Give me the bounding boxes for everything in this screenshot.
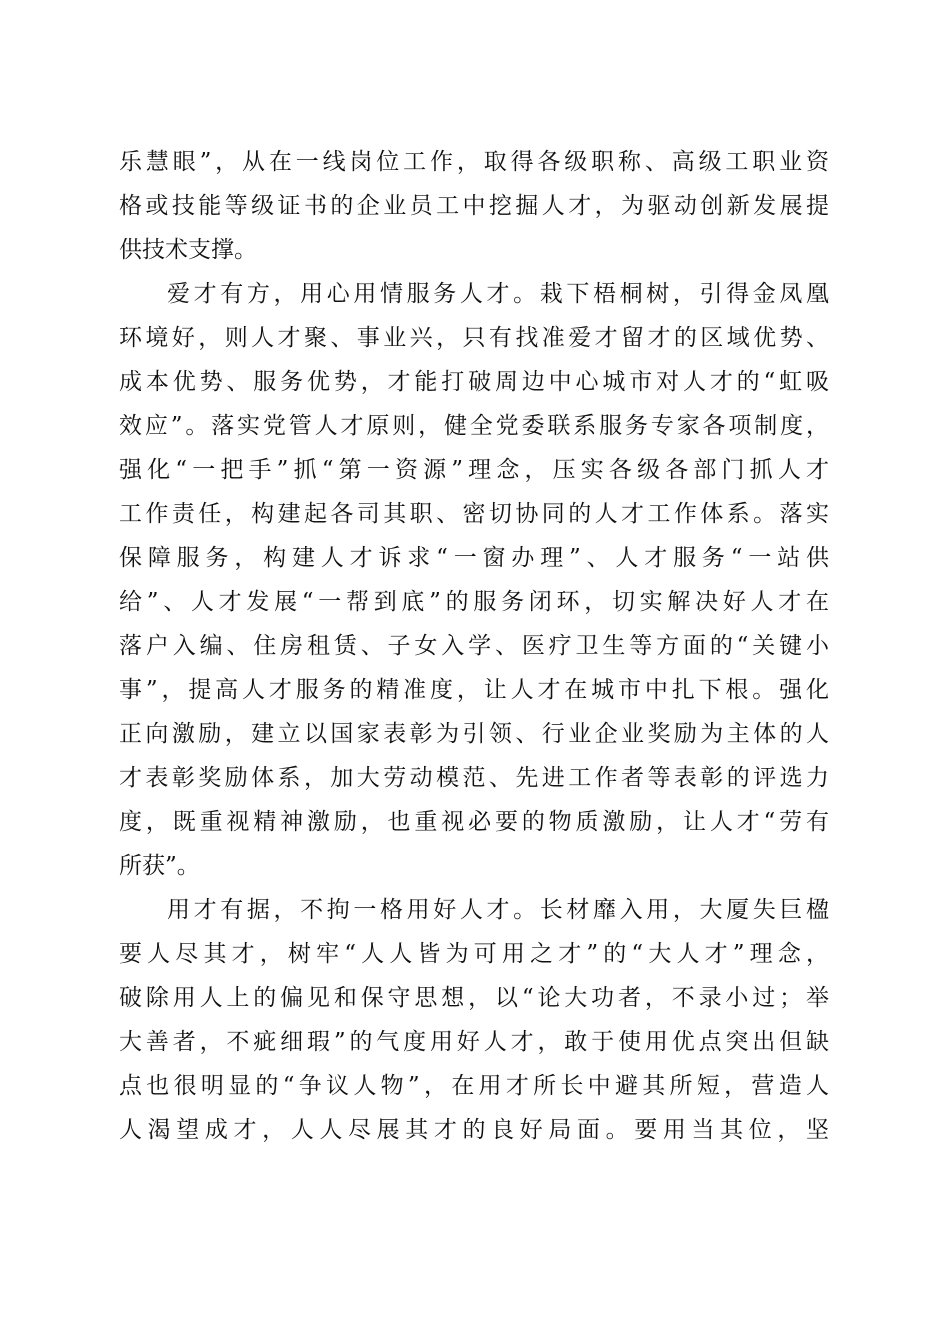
text-line: 事”，提高人才服务的精准度，让人才在城市中扎下根。强化 (119, 677, 829, 703)
text-line: 保障服务，构建人才诉求“一窗办理”、人才服务“一站供 (119, 545, 829, 571)
text-line: 才表彰奖励体系，加大劳动模范、先进工作者等表彰的评选力 (119, 765, 829, 791)
text-line: 工作责任，构建起各司其职、密切协同的人才工作体系。落实 (119, 501, 829, 527)
text-line: 要人尽其才，树牢“人人皆为可用之才”的“大人才”理念， (119, 941, 829, 967)
text-line: 点也很明显的“争议人物”，在用才所长中避其所短，营造人 (119, 1073, 829, 1099)
text-line: 环境好，则人才聚、事业兴，只有找准爱才留才的区域优势、 (119, 325, 829, 351)
text-line: 效应”。落实党管人才原则，健全党委联系服务专家各项制度， (119, 413, 829, 439)
text-line: 给”、人才发展“一帮到底”的服务闭环，切实解决好人才在 (119, 589, 829, 615)
text-line: 正向激励，建立以国家表彰为引领、行业企业奖励为主体的人 (119, 721, 829, 747)
body-text (119, 140, 829, 1152)
text-line: 格或技能等级证书的企业员工中挖掘人才，为驱动创新发展提 (119, 193, 829, 219)
text-line: 大善者，不疵细瑕”的气度用好人才，敢于使用优点突出但缺 (119, 1029, 829, 1055)
text-line: 乐慧眼”，从在一线岗位工作，取得各级职称、高级工职业资 (119, 149, 829, 175)
text-line: 人渴望成才，人人尽展其才的良好局面。要用当其位，坚 (119, 1117, 829, 1143)
paragraph-heading-line: 用才有据，不拘一格用好人才。长材靡入用，大厦失巨楹 (167, 897, 829, 923)
paragraph-heading-line: 爱才有方，用心用情服务人才。栽下梧桐树，引得金凤凰 (167, 281, 829, 307)
text-line: 成本优势、服务优势，才能打破周边中心城市对人才的“虹吸 (119, 369, 829, 395)
text-line: 所获”。 (119, 853, 200, 879)
text-line: 度，既重视精神激励，也重视必要的物质激励，让人才“劳有 (119, 809, 829, 835)
text-line: 强化“一把手”抓“第一资源”理念，压实各级各部门抓人才 (119, 457, 829, 483)
text-line: 落户入编、住房租赁、子女入学、医疗卫生等方面的“关键小 (119, 633, 829, 659)
text-line: 破除用人上的偏见和保守思想，以“论大功者，不录小过；举 (119, 985, 829, 1011)
text-line: 供技术支撑。 (119, 237, 257, 263)
